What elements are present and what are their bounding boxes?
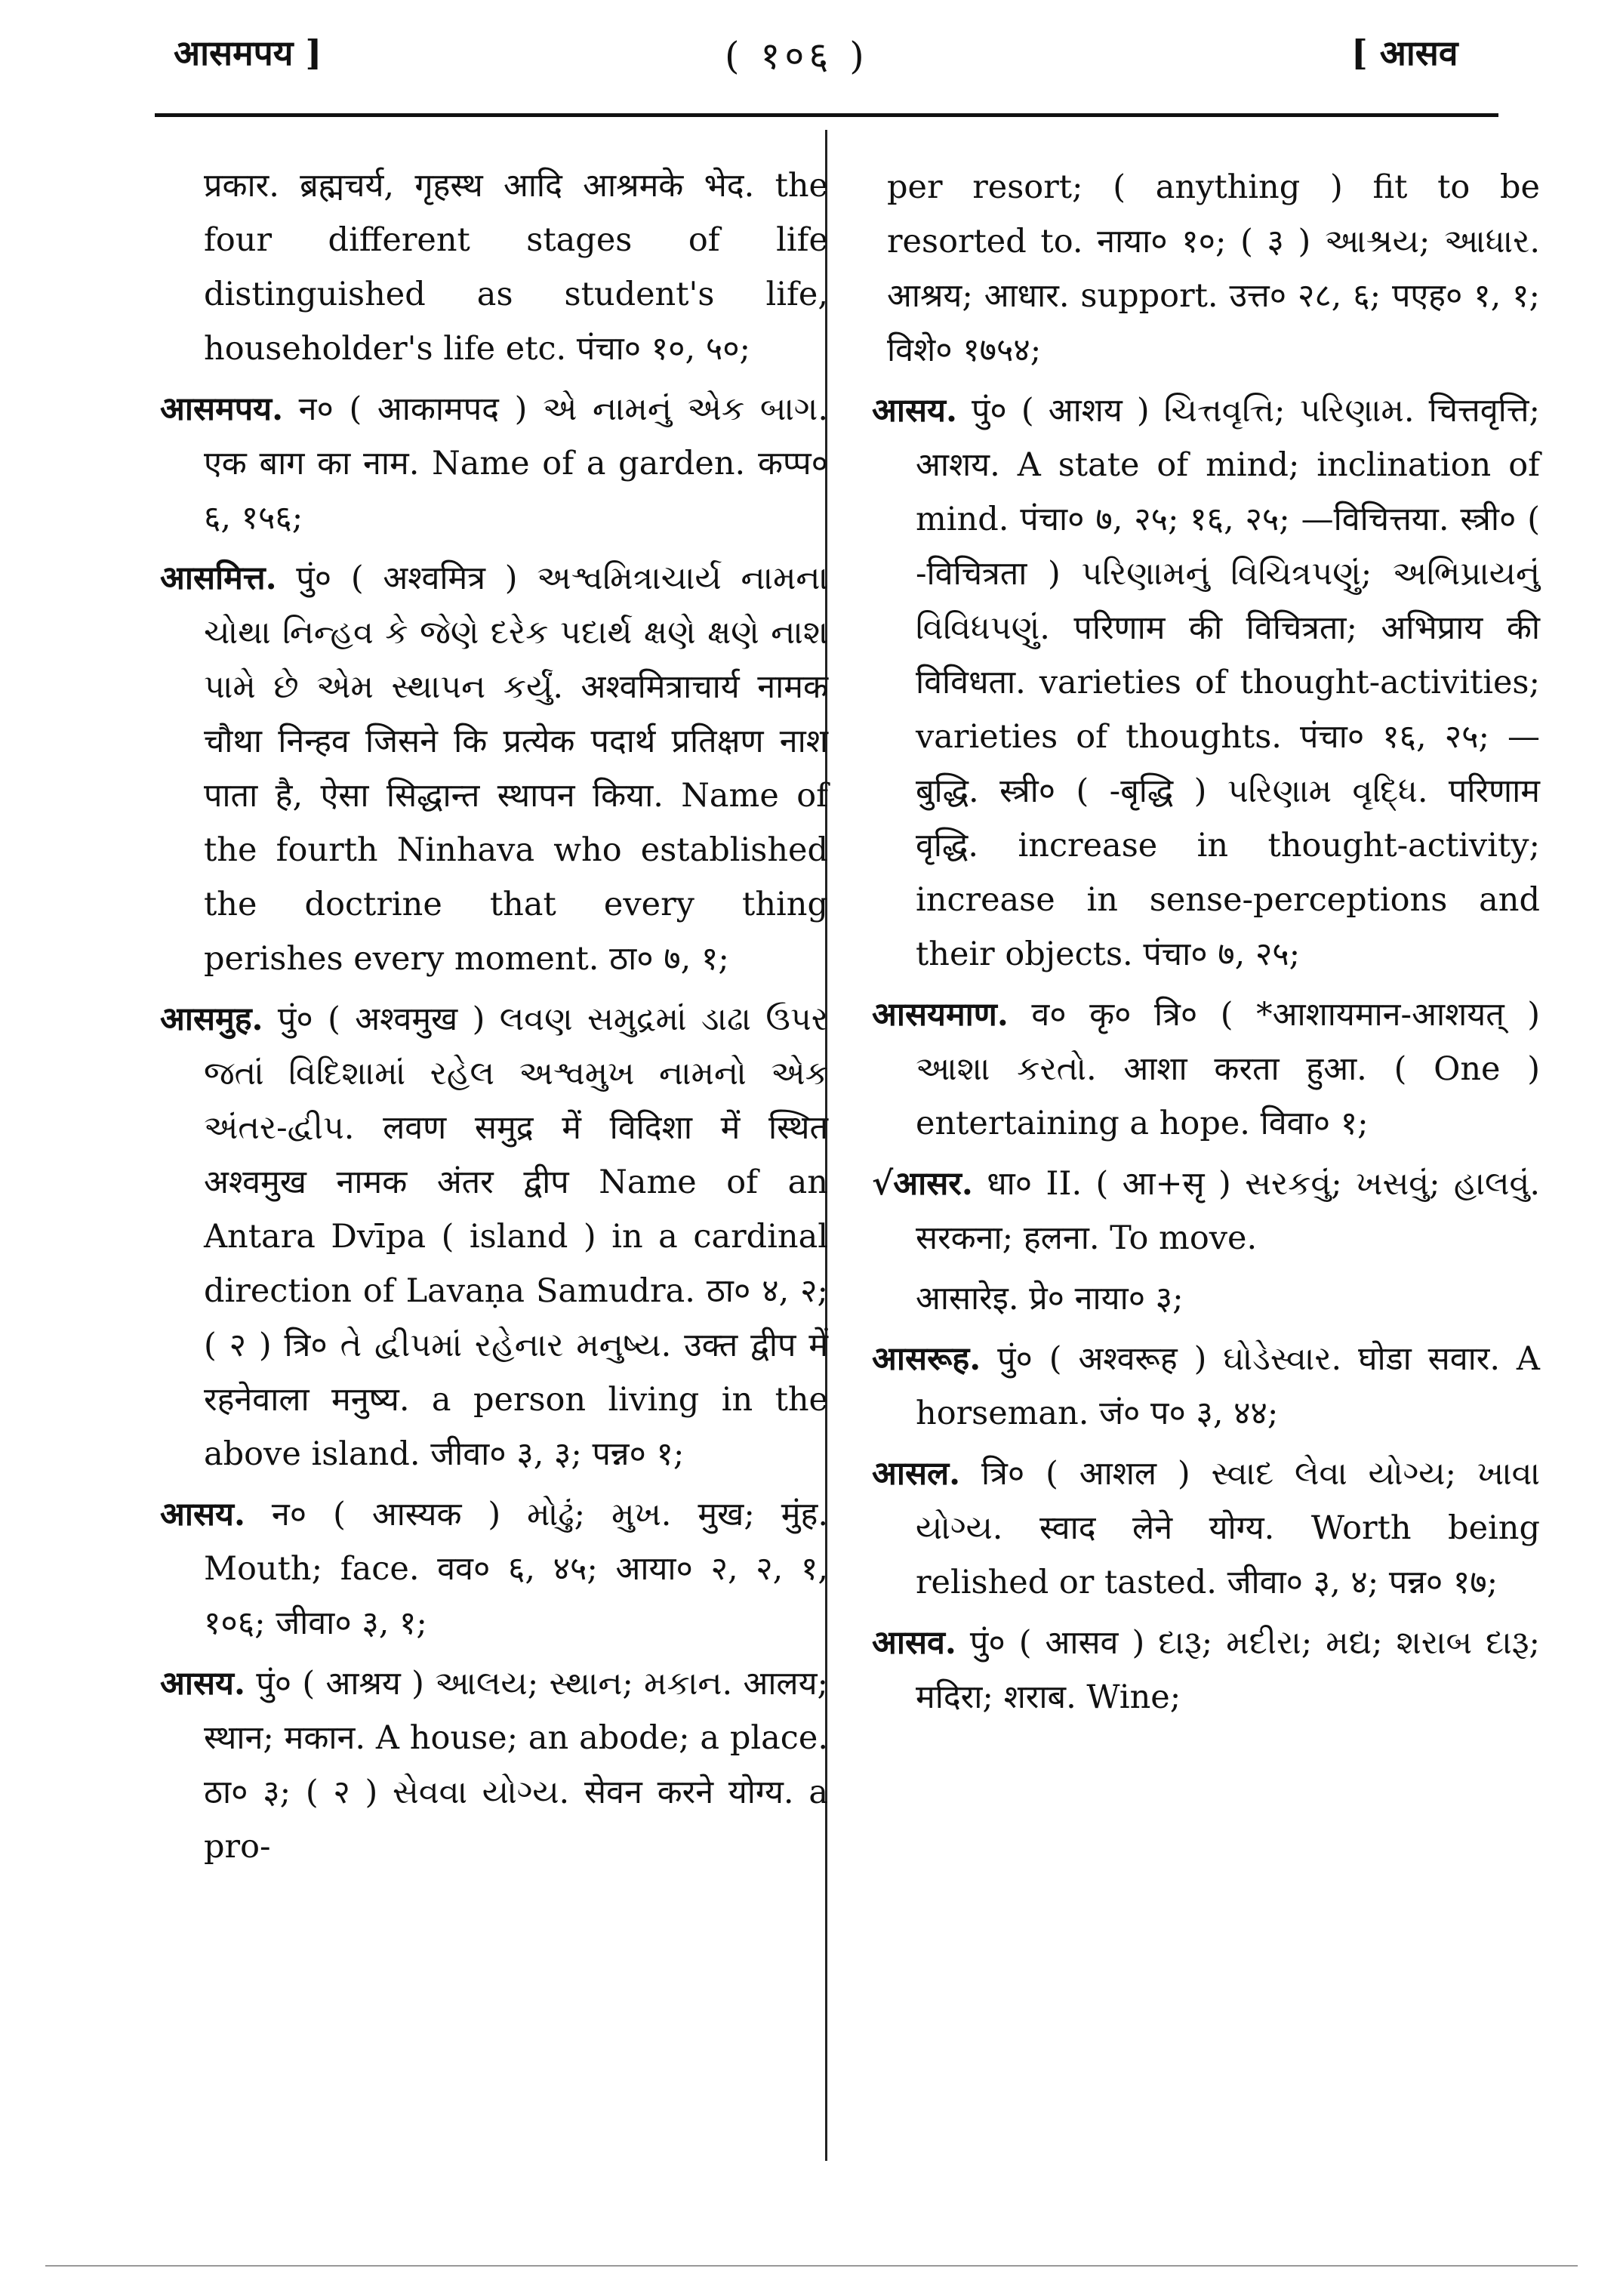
entry-body: पुं० ( अश्वमुख ) લવણ સમુદ્રમાં ડાઢા ઉપર જતાં વિદિશામાં રહેલ અશ્વમુખ નામનો એક અંતર-દ્વીપ. लवण समुद्र में विदिशा में स्थित अश्वमुख नामक अंतर द्वीप Name of an Antara Dvīpa ( island ) in a cardinal direction of Lavaṇa Samudra. ठा० ४, २; ( २ ) त्रि० તે દ્વીપમાં રહેનાર મનુષ્ય. उक्त द्वीप में रहनेवाला मनुष्य. a person living in the above island. जीवा० ३, ३; पन्न० १; (204, 1000, 828, 1473)
page-number: ( १०६ ) (725, 34, 869, 78)
page-header (0, 29, 1623, 89)
entry-headword: आसमित्त. (160, 559, 277, 597)
dictionary-entry (160, 1487, 828, 1650)
dictionary-entry (872, 988, 1540, 1151)
entry-body: पुं० ( आश्रय ) આલય; સ્થાન; મકાન. आलय; स्थान; मकान. A house; an abode; a place. ठा० ३; ( २ ) સેવવા યોગ્ય. सेवन करने योग्य. a pro- (204, 1665, 828, 1866)
dictionary-entry (160, 1657, 828, 1874)
entry-headword: आसरूह. (872, 1340, 981, 1378)
entry-continuation: प्रकार. ब्रह्मचर्य, गृहस्थ आदि आश्रमके भेद. the four different stages of life distinguished as student's life, householder's life etc. पंचा० १०, ५०; (204, 167, 828, 368)
entry-headword: आसय. (872, 392, 957, 430)
entry-headword: √आसर. (872, 1165, 973, 1203)
entry-headword: आसव. (872, 1624, 956, 1662)
entry-body: व० कृ० त्रि० ( *आशायमान-आशयत् ) આશા કરતો. आशा करता हुआ. ( One ) entertaining a hope. विवा० १; (916, 996, 1540, 1142)
dictionary-entry (872, 1616, 1540, 1724)
dictionary-entry (872, 1332, 1540, 1441)
left-column (160, 159, 828, 1880)
entry-body: पुं० ( आशय ) ચિત્તવૃત્તિ; પરિણામ. चित्तवृत्ति; आशय. A state of mind; inclination of mind. पंचा० ७, २५; १६, २५; —विचित्तया. स्त्री० ( -विचित्रता ) પરિણામનું વિચિત્રપણું; અભિપ્રાયનું વિવિધપણું. परिणाम की विचित्रता; अभिप्राय की विविधता. varieties of thought-activities; varieties of thoughts. पंचा० १६, २५; —बुद्धि. स्त्री० ( -बृद्धि ) પરિણામ વૃદ્ધિ. परिणाम वृद्धि. increase in thought-activity; increase in sense-perceptions and their objects. पंचा० ७, २५; (916, 392, 1540, 973)
entry-body: त्रि० ( आशल ) સ્વાદ લેવા યોગ્ય; ખાવા યોગ્ય. स्वाद लेने योग्य. Worth being relished or tasted. जीवा० ३, ४; पन्न० १७; (916, 1455, 1540, 1601)
header-rule (155, 113, 1498, 117)
dictionary-entry (160, 551, 828, 986)
entry-headword: आसमुह. (160, 1000, 263, 1038)
header-right-guideword: [ आसव (1351, 32, 1458, 73)
entry-body: धा० II. ( आ+सृ ) સરકવું; ખસવું; હાલવું. सरकना; हलना. To move. (916, 1165, 1540, 1257)
page-bottom-edge (45, 2265, 1578, 2267)
entry-headword: आसल. (872, 1455, 961, 1493)
dictionary-entry (160, 992, 828, 1481)
header-left-guideword: आसमपय ] (174, 32, 322, 73)
dictionary-entry (872, 384, 1540, 982)
dictionary-entry (872, 1157, 1540, 1265)
right-column (872, 160, 1540, 1730)
entry-body: न० ( आस्यक ) મોઢું; મુખ. मुख; मुंह. Mouth; face. वव० ६, ४५; आया० २, २, १, १०६; जीवा० ३, १; (204, 1496, 828, 1642)
entry-body: पुं० ( आसव ) દારૂ; મદીરા; મદ્ય; શરાબ દારૂ; मदिरा; शराब. Wine; (916, 1624, 1540, 1716)
entry-subform: आसारेइ. प्रे० नाया० ३; (916, 1280, 1184, 1318)
entry-body: न० ( आकामपद ) એ નામનું એક બાગ. एक बाग का नाम. Name of a garden. कप्प० ६, १५६; (204, 390, 828, 537)
entry-headword: आसयमाण. (872, 996, 1009, 1034)
dictionary-entry (872, 1447, 1540, 1610)
entry-continuation: per resort; ( anything ) fit to be resorted to. नाया० १०; ( ३ ) આશ્રય; આધાર. आश्रय; आधार. support. उत्त० २८, ६; पएह० १, १; विशे० १७५४; (887, 168, 1540, 369)
entry-body: पुं० ( अश्वमित्र ) અશ્વમિત્રાચાર્ય નામના ચોથા નિન્હવ કે જેણે દરેક પદાર્થ ક્ષણે ક્ષણે નાશ પામે છે એમ સ્થાપન કર્યું. अश्वमित्राचार्य नामक चौथा निन्हव जिसने कि प्रत्येक पदार्थ प्रतिक्षण नाश पाता है, ऐसा सिद्धान्त स्थापन किया. Name of the fourth Ninhava who established the doctrine that every thing perishes every moment. ठा० ७, १; (204, 559, 828, 978)
entry-headword: आसय. (160, 1665, 245, 1703)
entry-headword: आसय. (160, 1496, 245, 1533)
entry-headword: आसमपय. (160, 390, 284, 428)
dictionary-entry (160, 382, 828, 545)
entry-body: पुं० ( अश्वरूह ) ઘોડેસ્વાર. घोडा सवार. A horseman. जं० प० ३, ४४; (916, 1340, 1540, 1432)
